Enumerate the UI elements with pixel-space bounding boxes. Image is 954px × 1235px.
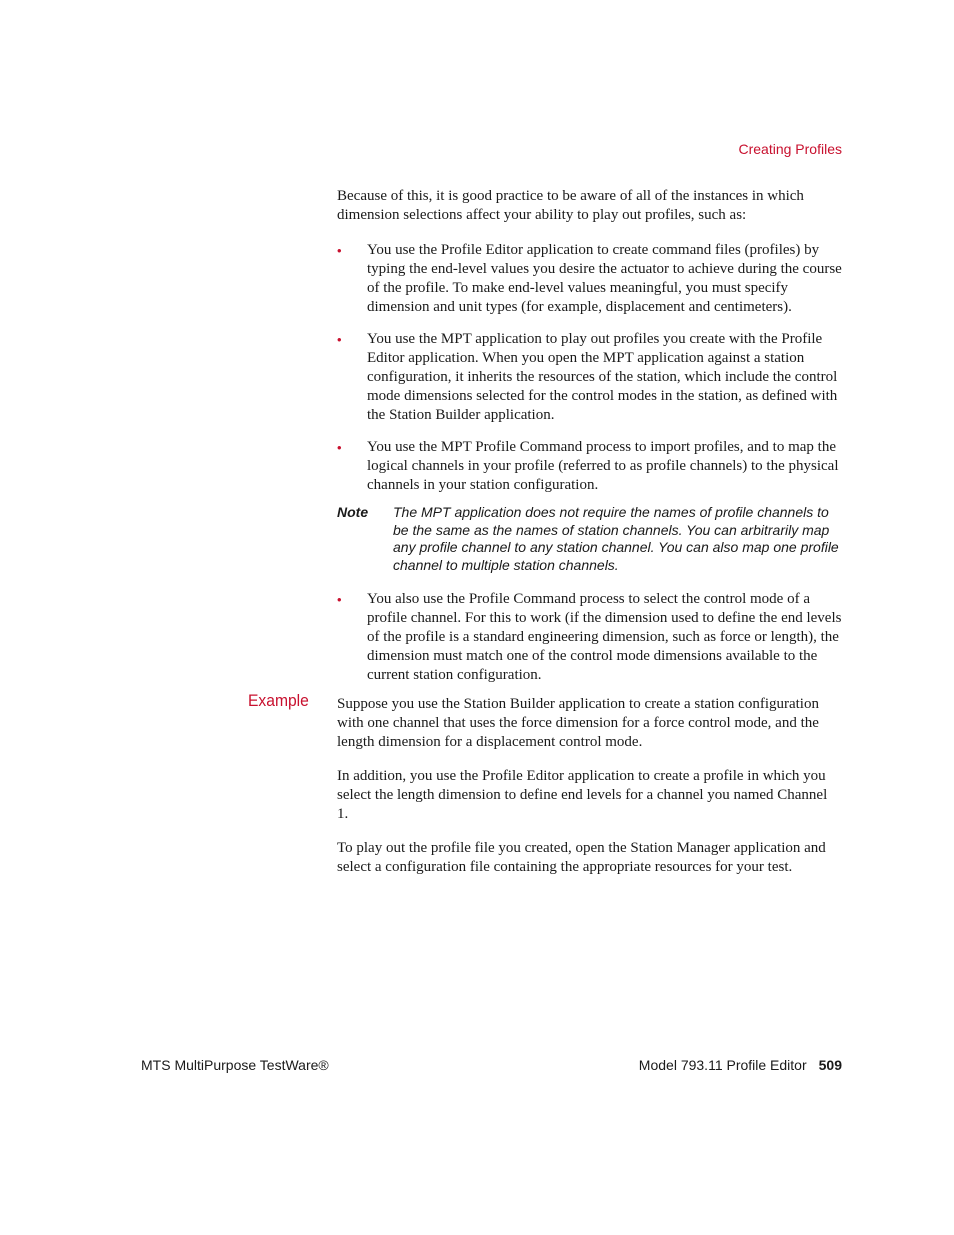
footer-manual-title: Model 793.11 Profile Editor: [638, 1057, 807, 1073]
note-label: Note: [337, 504, 369, 520]
bullet-item: [337, 438, 842, 495]
bullet-text: You use the MPT Profile Command process to import profiles, and to map the logical channels in your profile (referred to as profile channels) to the physical channels in your station configuration.: [367, 439, 839, 493]
page-number: 509: [818, 1057, 842, 1073]
example-paragraph: To play out the profile file you created, open the Station Manager application and select a configuration file containing the appropriate resources for your test.: [337, 840, 826, 875]
note-block: [337, 504, 842, 574]
bullet-text: You also use the Profile Command process to select the control mode of a profile channel. For this to work (if the dimension used to define the end levels of the profile is a standard engineering dimension, such as force or length), the dimension must match one of the control mode dimensions available to the current station configuration.: [367, 591, 842, 683]
running-header: Creating Profiles: [738, 141, 842, 157]
bullet-text: You use the Profile Editor application to create command files (profiles) by typing the end-level values you desire the actuator to achieve during the course of the profile. To make end-level values meaningful, you must specify dimension and unit types (for example, displacement and centimeters).: [367, 242, 842, 315]
bullet-text: You use the MPT application to play out profiles you create with the Profile Editor application. When you open the MPT application against a station configuration, it inherits the resources of the station, which include the control mode dimensions selected for the control modes in the station, as defined with the Station Builder application.: [367, 331, 838, 423]
bullet-item: [337, 241, 842, 317]
intro-paragraph: Because of this, it is good practice to be aware of all of the instances in which dimension selections affect your ability to play out profiles, such as:: [337, 188, 804, 223]
example-paragraph: In addition, you use the Profile Editor application to create a profile in which you select the length dimension to define end levels for a channel you named Channel 1.: [337, 768, 828, 822]
bullet-icon: •: [337, 592, 342, 607]
bullet-item: [337, 330, 842, 425]
note-text: The MPT application does not require the names of profile channels to be the same as the names of station channels. You can arbitrarily map any profile channel to any station channel. You can also map one profile channel to multiple station channels.: [393, 504, 839, 573]
bullet-icon: •: [337, 332, 342, 347]
example-paragraph: Suppose you use the Station Builder application to create a station configuration with one channel that uses the force dimension for a force control mode, and the length dimension for a displacement control mode.: [337, 696, 819, 750]
footer-product-name: MTS MultiPurpose TestWare®: [141, 1057, 329, 1073]
body-column: [248, 187, 842, 892]
example-section: [248, 691, 842, 877]
footer-right: [639, 1057, 842, 1073]
example-heading: Example: [248, 691, 309, 710]
bullet-icon: •: [337, 440, 342, 455]
bullet-item: [337, 590, 842, 685]
bullet-icon: •: [337, 243, 342, 258]
